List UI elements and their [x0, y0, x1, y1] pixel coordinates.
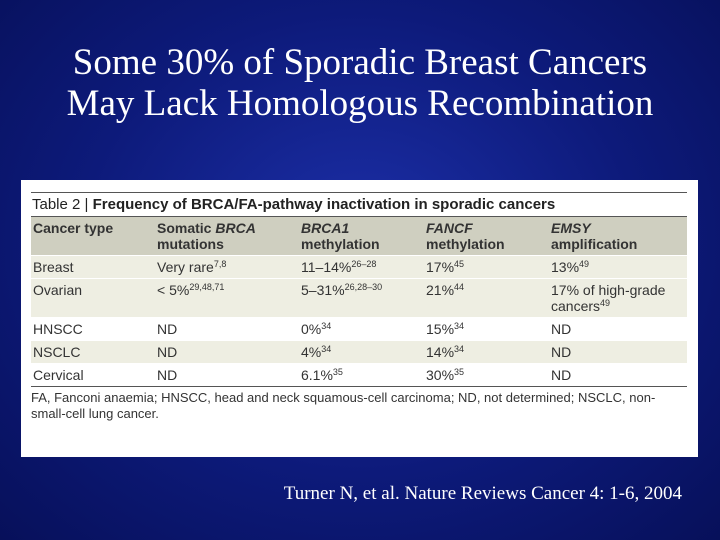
cell-cancer: NSCLC [31, 341, 157, 364]
cell-somatic: ND [157, 318, 301, 341]
cell-somatic: < 5%$^{29,48,71}$ [157, 279, 301, 318]
cell-brca1: 11–14%$^{26-28}$ [301, 256, 426, 279]
cell-fancf: 17%$^{45}$ [426, 256, 551, 279]
table-row [31, 364, 687, 387]
table-heading [31, 192, 687, 217]
header-fancf-methylation: FANCF methylation [426, 217, 551, 256]
header-brca1-methylation: BRCA1 methylation [301, 217, 426, 256]
cell-brca1: 0%$^{34}$ [301, 318, 426, 341]
cell-somatic: ND [157, 364, 301, 387]
cell-emsy: ND [551, 364, 687, 387]
cell-brca1: 5–31%$^{26,28-30}$ [301, 279, 426, 318]
table-row [31, 341, 687, 364]
frequency-table [31, 217, 687, 386]
cell-fancf: 15%$^{34}$ [426, 318, 551, 341]
table-row [31, 256, 687, 279]
cell-somatic: ND [157, 341, 301, 364]
table-row [31, 318, 687, 341]
cell-emsy: ND [551, 341, 687, 364]
cell-brca1: 4%$^{34}$ [301, 341, 426, 364]
slide-title-line-1: Some 30% of Sporadic Breast Cancers [72, 42, 648, 83]
cell-somatic: Very rare$^{7,8}$ [157, 256, 301, 279]
slide-title [0, 42, 720, 124]
table-label: Table 2 | [32, 196, 89, 213]
table-header-row [31, 217, 687, 256]
table-footnote: FA, Fanconi anaemia; HNSCC, head and neck squamous-cell carcinoma; ND, not determined; NSCLC, non-small-cell lung cancer. [31, 386, 687, 422]
cell-emsy: 13%$^{49}$ [551, 256, 687, 279]
cell-cancer: Ovarian [31, 279, 157, 318]
slide-title-line-2: May Lack Homologous Recombination [66, 83, 654, 124]
table-title: Frequency of BRCA/FA-pathway inactivation in sporadic cancers [92, 196, 556, 213]
cell-fancf: 30%$^{35}$ [426, 364, 551, 387]
header-cancer-type: Cancer type [31, 217, 157, 256]
cell-emsy: 17% of high-grade cancers$^{49}$ [551, 279, 687, 318]
cell-brca1: 6.1%$^{35}$ [301, 364, 426, 387]
cell-emsy: ND [551, 318, 687, 341]
cell-fancf: 21%$^{44}$ [426, 279, 551, 318]
citation: Turner N, et al. Nature Reviews Cancer 4: 1-6, 2004 [283, 483, 682, 504]
header-emsy-amplification: EMSY amplification [551, 217, 687, 256]
cell-cancer: HNSCC [31, 318, 157, 341]
header-somatic-mutations: Somatic BRCA mutations [157, 217, 301, 256]
cell-cancer: Cervical [31, 364, 157, 387]
cell-fancf: 14%$^{34}$ [426, 341, 551, 364]
cell-cancer: Breast [31, 256, 157, 279]
table-row [31, 279, 687, 318]
table-figure [21, 180, 698, 457]
